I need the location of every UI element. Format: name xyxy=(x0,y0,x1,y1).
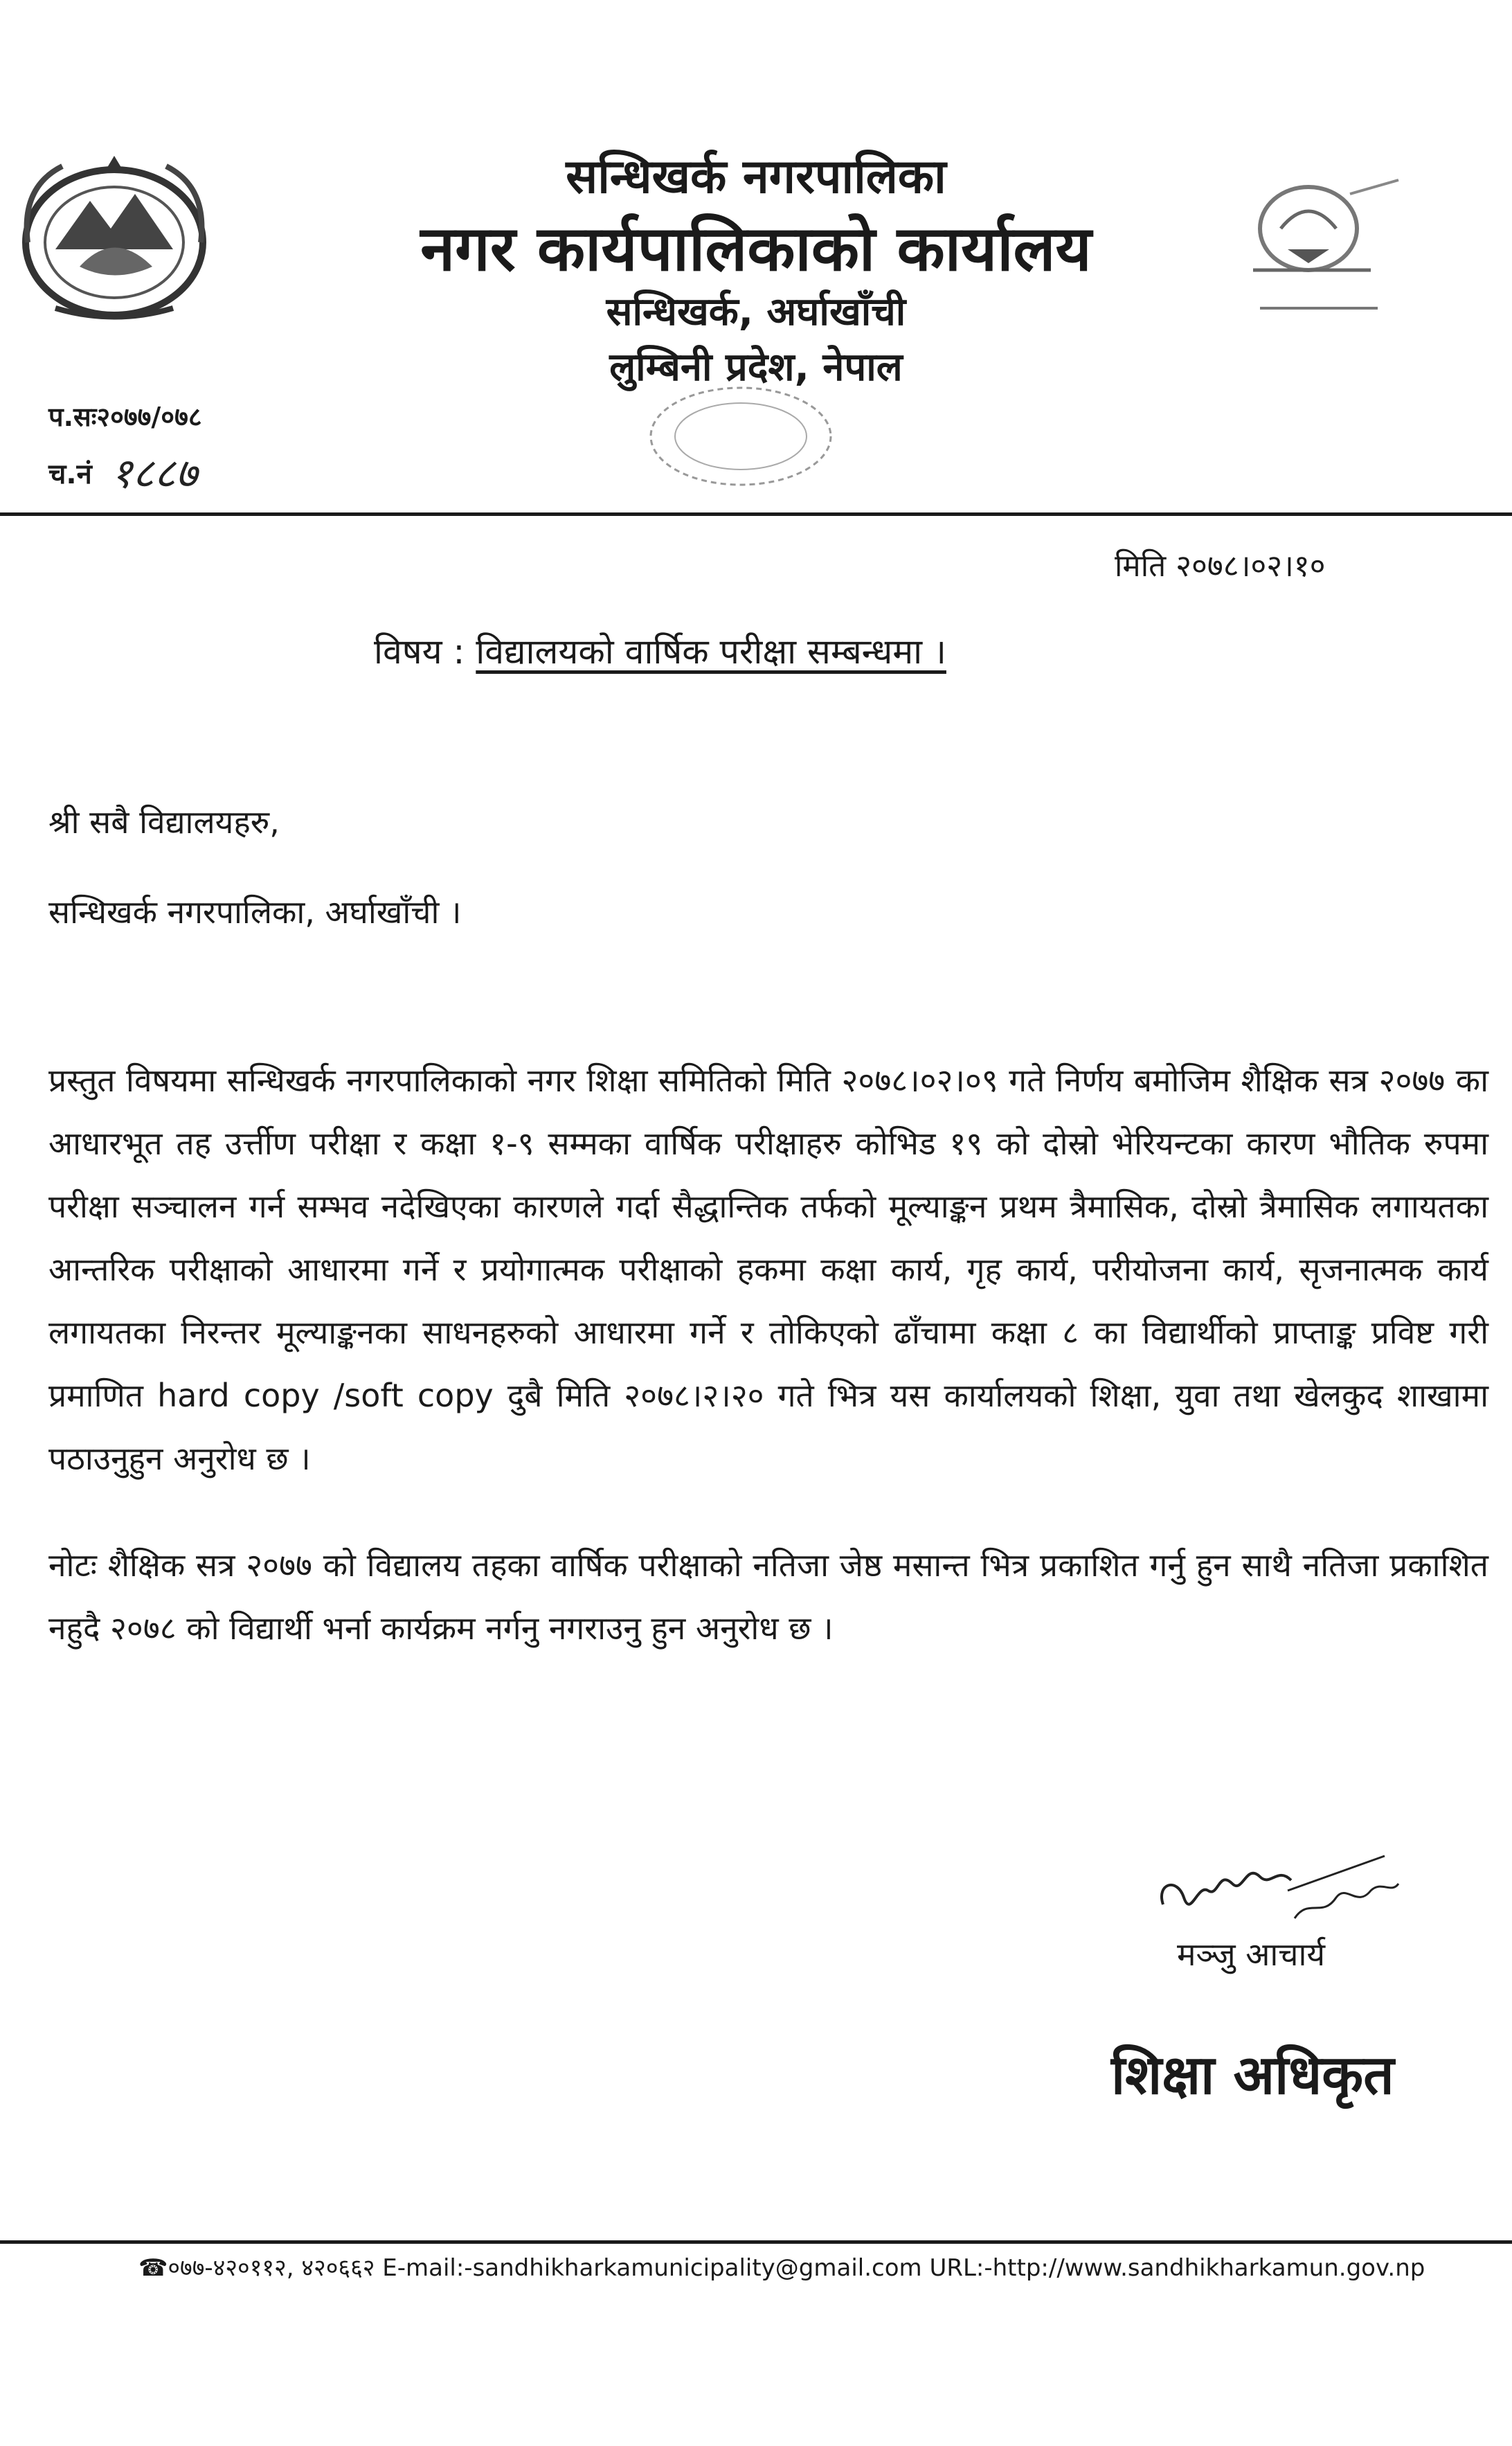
office-province: लुम्बिनी प्रदेश, नेपाल xyxy=(609,345,903,390)
recipient-line: श्री सबै विद्यालयहरु, xyxy=(48,803,280,841)
letterhead-divider xyxy=(0,512,1512,516)
subject-line xyxy=(374,627,946,674)
office-name: नगर कार्यपालिकाको कार्यालय xyxy=(420,213,1092,285)
signature-icon xyxy=(1149,1842,1412,1939)
reference-number-label: च.नं xyxy=(48,458,92,490)
office-stamp-icon xyxy=(637,377,845,495)
office-address: सन्धिखर्क, अर्घाखाँची xyxy=(606,289,906,334)
subject-label: विषय : xyxy=(374,632,465,672)
fiscal-year: प.सः२०७७/०७८ xyxy=(48,402,202,432)
municipality-name: सन्धिखर्क नगरपालिका xyxy=(566,150,946,204)
subject-text: विद्यालयको वार्षिक परीक्षा सम्बन्धमा । xyxy=(476,632,946,672)
letter-date: मिति २०७८।०२।१० xyxy=(1115,548,1326,584)
reference-number-value: १८८७ xyxy=(111,449,197,498)
recipient-address: सन्धिखर्क नगरपालिका, अर्घाखाँची । xyxy=(48,893,462,931)
signatory-name: मञ्जु आचार्य xyxy=(1177,1936,1326,1973)
footer-contact: ☎०७७-४२०११२, ४२०६६२ E-mail:-sandhikharkamunicipality@gmail.com URL:-http://www.sandhikharkamun.gov.np xyxy=(138,2254,1425,2282)
body-paragraph: प्रस्तुत विषयमा सन्धिखर्क नगरपालिकाको नगर शिक्षा समितिको मिति २०७८।०२।०९ गते निर्णय बमोजिम शैक्षिक सत्र २०७७ का आधारभूत तह उर्त्तीण परीक्षा र कक्षा १-९ सम्मका वार्षिक परीक्षाहरु कोभिड १९ को दोस्रो भेरियन्टका कारण भौतिक रुपमा परीक्षा सञ्चालन गर्न सम्भव नदेखिएका कारणले गर्दा सैद्धान्तिक तर्फको मूल्याङ्कन प्रथम त्रैमासिक, दोस्रो त्रैमासिक लगायतका आन्तरिक परीक्षाको आधारमा गर्ने र प्रयोगात्मक परीक्षाको हकमा कक्षा कार्य, गृह कार्य, परीयोजना कार्य, सृजनात्मक कार्य लगायतका निरन्तर मूल्याङ्कनका साधनहरुको आधारमा गर्ने र तोकिएको ढाँचामा कक्षा ८ का विद्यार्थीको प्राप्ताङ्क प्रविष्ट गरी प्रमाणित hard copy /soft copy दुबै मिति २०७८।२।२० गते भित्र यस कार्यालयको शिक्षा, युवा तथा खेलकुद शाखामा पठाउनुहुन अनुरोध छ । xyxy=(48,1062,1488,1477)
signatory-title: शिक्षा अधिकृत xyxy=(1111,2044,1394,2107)
note-paragraph: नोटः शैक्षिक सत्र २०७७ को विद्यालय तहका वार्षिक परीक्षाको नतिजा जेष्ठ मसान्त भित्र प्रकाशित गर्नु हुन साथै नतिजा प्रकाशित नहुदै २०७८ को विद्यार्थी भर्ना कार्यक्रम नर्गनु नगराउनु हुन अनुरोध छ । xyxy=(48,1546,1488,1647)
footer-divider xyxy=(0,2240,1512,2244)
